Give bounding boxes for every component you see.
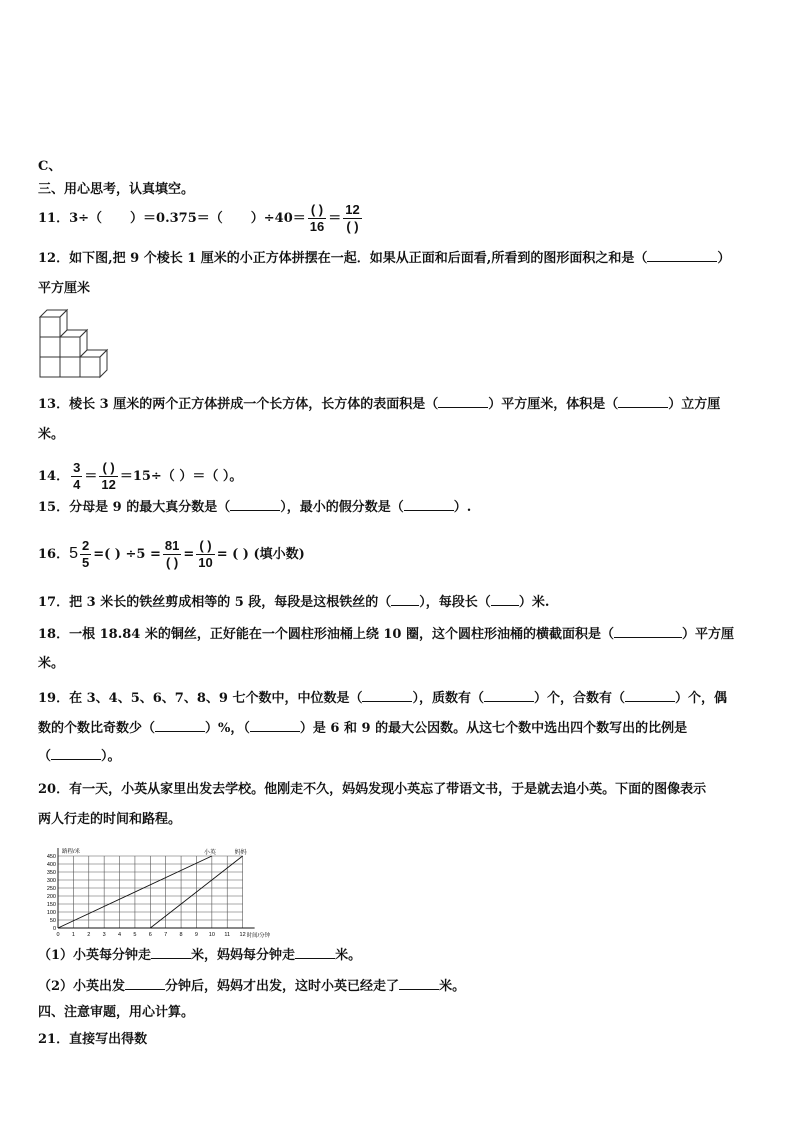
q11-fraction-1: $\frac{( )}{16}$ [309, 202, 325, 234]
q15-blank-1[interactable] [230, 498, 280, 511]
x-tick-label: 2 [87, 932, 91, 938]
y-tick-label: 450 [46, 854, 56, 860]
q17-blank-2[interactable] [491, 593, 519, 606]
q20-blank-2[interactable] [295, 946, 335, 959]
y-axis-label: 路程/米 [62, 849, 81, 855]
question-19: 19．在 3、4、5、6、7、8、9 七个数中，中位数是（ ），质数有（ ）个，合数有（ ）个，偶 [38, 691, 728, 706]
q13-blank-1[interactable] [438, 395, 488, 408]
question-21: 21．直接写出得数 [38, 1032, 148, 1047]
y-tick-label: 100 [46, 910, 56, 916]
y-tick-label: 150 [46, 902, 56, 908]
question-12: 12．如下图,把 9 个棱长 1 厘米的小正方体拼摆在一起．如果从正面和后面看,所看到的图形面积之和是（ ） [38, 251, 731, 266]
q20-blank-4[interactable] [399, 977, 439, 990]
x-tick-label: 0 [56, 932, 60, 938]
q12-line-2: 平方厘米 [38, 281, 91, 296]
q11-number: 11． [38, 211, 70, 226]
q12-blank[interactable] [647, 249, 717, 262]
q19-blank-6[interactable] [51, 747, 101, 760]
x-tick-label: 1 [71, 932, 75, 938]
x-tick-label: 5 [133, 932, 137, 938]
x-tick-label: 7 [164, 932, 168, 938]
section-3-title: 三、用心思考，认真填空。 [38, 182, 195, 197]
y-tick-label: 400 [46, 862, 56, 868]
q20-sub-2: （2）小英出发 分钟后，妈妈才出发，这时小英已经走了 米。 [38, 979, 466, 994]
y-tick-label: 300 [46, 878, 56, 884]
x-tick-label: 12 [239, 932, 246, 938]
option-c: C、 [38, 159, 62, 174]
q20-line-2: 两人行走的时间和路程。 [38, 812, 182, 827]
q18-line-2: 米。 [38, 656, 65, 671]
question-18: 18．一根 18.84 米的铜丝，正好能在一个圆柱形油桶上绕 10 圈，这个圆柱形油桶的横截面积是（ ）平方厘 [38, 627, 735, 642]
q19-blank-2[interactable] [484, 689, 534, 702]
q19-line-3: （ ）。 [38, 749, 121, 764]
x-tick-label: 10 [208, 932, 215, 938]
question-16: 16．5 $\frac{2}{5}$ =( ) ÷5 = $\frac{81}{( )}$ = $\frac{( )}{10}$ = ( ) (填小数) [38, 538, 305, 570]
y-tick-label: 50 [49, 918, 56, 924]
x-axis-label: 时间/分钟 [246, 933, 270, 939]
question-13: 13．棱长 3 厘米的两个正方体拼成一个长方体，长方体的表面积是（ ）平方厘米，体积是（ ）立方厘 [38, 397, 721, 412]
q17-blank-1[interactable] [391, 593, 419, 606]
q11-fraction-2: $\frac{12}{( )}$ [345, 202, 360, 234]
question-14: 14． $\frac{3}{4}$ ＝ $\frac{( )}{12}$ ＝15÷（ ）＝（ ）。 [38, 460, 243, 492]
q11-text-c: ）÷40＝ [250, 211, 306, 226]
q19-blank-4[interactable] [155, 719, 205, 732]
q19-blank-5[interactable] [250, 719, 300, 732]
q20-blank-1[interactable] [151, 946, 191, 959]
q14-fraction-2: $\frac{( )}{12}$ [101, 460, 116, 492]
y-tick-label: 350 [46, 870, 56, 876]
q16-fraction-1: $\frac{2}{5}$ [82, 538, 90, 570]
q20-sub-1: （1）小英每分钟走 米，妈妈每分钟走 米。 [38, 948, 362, 963]
series-label-0: 小英 [203, 850, 216, 856]
question-17: 17．把 3 米长的铁丝剪成相等的 5 段，每段是这根铁丝的（ ），每段长（ ）米. [38, 595, 550, 610]
q20-blank-3[interactable] [125, 977, 165, 990]
q18-blank[interactable] [614, 625, 682, 638]
x-tick-label: 4 [118, 932, 122, 938]
question-11 [38, 202, 364, 235]
q16-fraction-3: $\frac{( )}{10}$ [198, 538, 213, 570]
q14-fraction-1: $\frac{3}{4}$ [73, 460, 81, 492]
q11-text-b: ）＝0.375＝（ [130, 211, 223, 226]
cube-stack-figure [38, 305, 118, 381]
q19-blank-3[interactable] [625, 689, 675, 702]
x-tick-label: 3 [102, 932, 106, 938]
x-tick-label: 8 [179, 932, 183, 938]
section-4-title: 四、注意审题，用心计算。 [38, 1005, 195, 1020]
q19-blank-1[interactable] [362, 689, 412, 702]
distance-time-chart [38, 846, 270, 940]
q11-text-a: 3÷（ [69, 211, 103, 226]
q16-fraction-2: $\frac{81}{( )}$ [164, 538, 180, 570]
question-15: 15．分母是 9 的最大真分数是（ ），最小的假分数是（ ）. [38, 500, 472, 515]
y-tick-label: 250 [46, 886, 56, 892]
question-20: 20．有一天，小英从家里出发去学校。他刚走不久，妈妈发现小英忘了带语文书，于是就去追小英。下面的图像表示 [38, 782, 707, 797]
q11-equals: ＝ [328, 211, 342, 226]
q15-blank-2[interactable] [404, 498, 454, 511]
q13-blank-2[interactable] [618, 395, 668, 408]
x-tick-label: 9 [194, 932, 198, 938]
y-tick-label: 200 [46, 894, 56, 900]
series-label-1: 妈妈 [234, 850, 247, 856]
x-tick-label: 11 [224, 932, 231, 938]
x-tick-label: 6 [148, 932, 152, 938]
y-tick-label: 0 [52, 926, 56, 932]
q13-line-2: 米。 [38, 427, 65, 442]
q19-line-2: 数的个数比奇数少（ ）%，（ ）是 6 和 9 的最大公因数。从这七个数中选出四个数写出的比例是 [38, 721, 688, 736]
